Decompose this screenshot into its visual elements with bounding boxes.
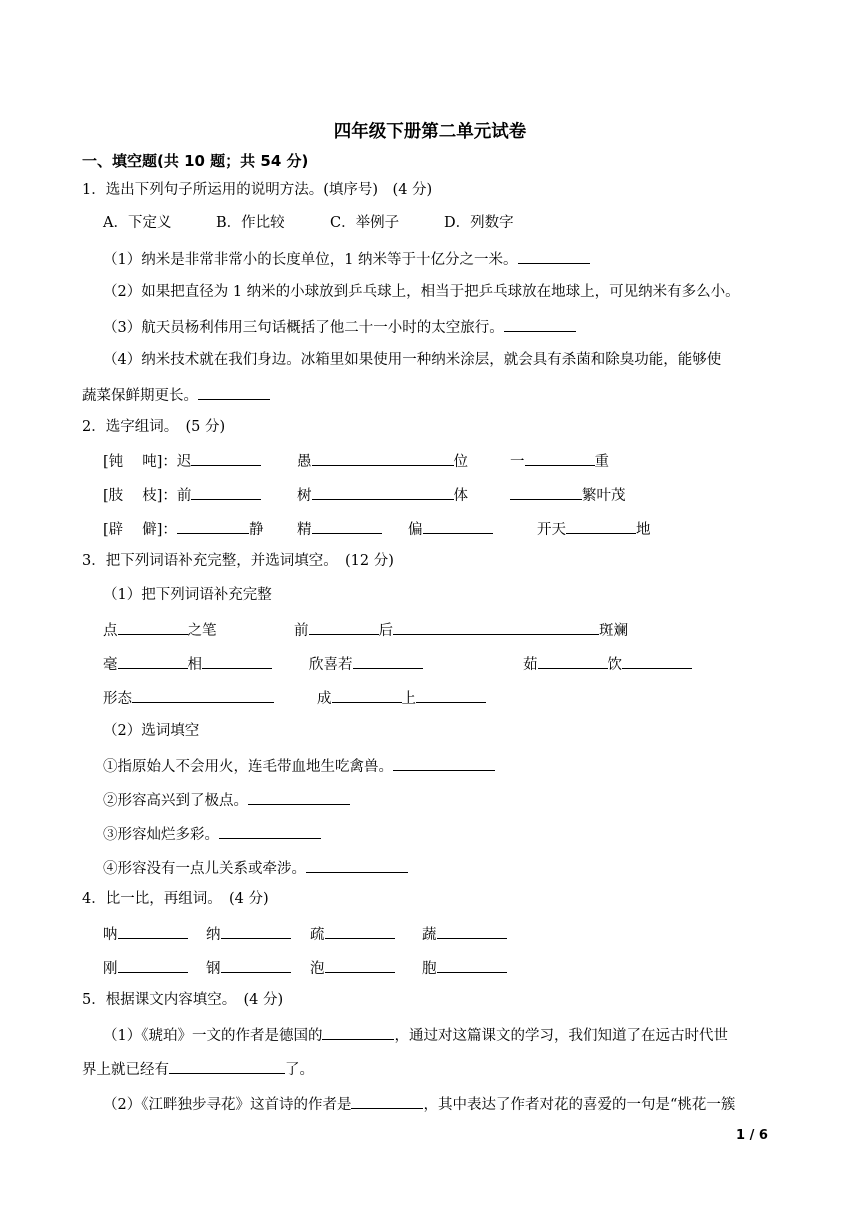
q3-item-1: ①指原始人不会用火，连毛带血地生吃禽兽。 xyxy=(103,755,495,777)
answer-blank[interactable] xyxy=(622,653,692,669)
answer-blank[interactable] xyxy=(118,619,188,635)
answer-blank[interactable] xyxy=(416,687,486,703)
answer-blank[interactable] xyxy=(202,653,272,669)
answer-blank[interactable] xyxy=(118,653,188,669)
q1-sentence-2: （2）如果把直径为 1 纳米的小球放到乒乓球上，相当于把乒乓球放在地球上，可见纳米有多么小。 xyxy=(103,284,740,300)
q5-sentence-1-cont: 界上就已经有 了。 xyxy=(82,1058,314,1080)
answer-blank[interactable] xyxy=(309,619,379,635)
answer-blank[interactable] xyxy=(169,1058,285,1074)
option-c: C．举例子 xyxy=(330,215,400,231)
option-d: D．列数字 xyxy=(444,215,514,231)
q3-item-3: ③形容灿烂多彩。 xyxy=(103,823,321,845)
answer-blank[interactable] xyxy=(351,1093,423,1109)
answer-blank[interactable] xyxy=(525,450,595,466)
answer-blank[interactable] xyxy=(221,923,291,939)
answer-blank[interactable] xyxy=(538,653,608,669)
answer-blank[interactable] xyxy=(198,384,270,400)
answer-blank[interactable] xyxy=(518,248,590,264)
answer-blank[interactable] xyxy=(423,518,493,534)
answer-blank[interactable] xyxy=(510,484,582,500)
answer-blank[interactable] xyxy=(566,518,636,534)
q4-stem: 4．比一比，再组词。 (4 分) xyxy=(82,891,269,907)
q1-sentence-4-cont: 蔬菜保鲜期更长。 xyxy=(82,384,270,406)
page-number: 1 / 6 xyxy=(736,1128,768,1143)
answer-blank[interactable] xyxy=(312,518,382,534)
q3-item-4: ④形容没有一点儿关系或牵涉。 xyxy=(103,857,408,879)
q3-part-2: （2）选词填空 xyxy=(103,723,200,739)
section-heading: 一、填空题(共 10 题；共 54 分) xyxy=(82,152,309,170)
answer-blank[interactable] xyxy=(312,450,454,466)
answer-blank[interactable] xyxy=(248,789,350,805)
q1-sentence-3: （3）航天员杨利伟用三句话概括了他二十一小时的太空旅行。 xyxy=(103,316,576,338)
answer-blank[interactable] xyxy=(219,823,321,839)
answer-blank[interactable] xyxy=(332,687,402,703)
answer-blank[interactable] xyxy=(118,923,188,939)
answer-blank[interactable] xyxy=(437,923,507,939)
q5-stem: 5．根据课文内容填空。 (4 分) xyxy=(82,992,284,1008)
q2-stem: 2．选字组词。 (5 分) xyxy=(82,419,226,435)
answer-blank[interactable] xyxy=(325,923,395,939)
answer-blank[interactable] xyxy=(322,1024,394,1040)
option-a: A．下定义 xyxy=(103,215,172,231)
answer-blank[interactable] xyxy=(132,687,274,703)
answer-blank[interactable] xyxy=(221,957,291,973)
q1-sentence-1: （1）纳米是非常非常小的长度单位，1 纳米等于十亿分之一米。 xyxy=(103,248,590,270)
answer-blank[interactable] xyxy=(393,755,495,771)
option-b: B．作比较 xyxy=(216,215,285,231)
q5-sentence-1: （1）《琥珀》一文的作者是德国的 ，通过对这篇课文的学习，我们知道了在远古时代世 xyxy=(103,1024,728,1046)
answer-blank[interactable] xyxy=(393,619,599,635)
q3-item-2: ②形容高兴到了极点。 xyxy=(103,789,350,811)
answer-blank[interactable] xyxy=(504,316,576,332)
page-title: 四年级下册第二单元试卷 xyxy=(333,122,527,142)
answer-blank[interactable] xyxy=(437,957,507,973)
q1-stem: 1．选出下列句子所运用的说明方法。(填序号) (4 分) xyxy=(82,182,433,198)
answer-blank[interactable] xyxy=(306,857,408,873)
document-page: 四年级下册第二单元试卷 一、填空题(共 10 题；共 54 分) 1．选出下列句子所运用的说明方法。(填序号) (4 分) A．下定义 B．作比较 C．举例子 D．列数字 （1）纳米是非常非常小的长度单位，1 纳米等于十亿分之一米。 （2）如果把直径为 1 纳米的小球放到乒乓球上，相当于把乒乓球放在地球上，可见纳米有多么小。 （3）航天员杨利伟用三句话概括了他二十一小时的太空旅行。 （4）纳米技术就在我们身边。冰箱里如果使用一种纳米涂层，就会具有杀菌和除臭功能，能够使 蔬菜保鲜期更长。 2．选字组词。 (5 分) [钝 吨]：迟 愚 位 一 重 [肢 枝]：前 树 体 繁叶茂 [辟 僻]： 静 精 偏 开天 地 3．把下列词语补充完整，并选词填空。 (12 分) （1）把下列词语补充完整 点 之笔 前 后 斑斓 毫 相 欣喜若 茹 饮 形态 成 上 （2）选词填空 ①指原始人不会用火，连毛带血地生吃禽兽。 ②形容高兴到了极点。 ③形容灿烂多彩。 ④形容没有一点儿关系或牵涉。 4．比一比，再组词。 (4 分) 呐 纳 疏 蔬 刚 钢 泡 胞 5．根据课文内容填空。 (4 分) （1）《琥珀》一文的作者是德国的 ，通过对这篇课文的学习，我们知道了在远古时代世 界上就已经有 了。 （2）《江畔独步寻花》这首诗的作者是 ，其中表达了作者对花的喜爱的一句是“桃花一簇 1 / 6 xyxy=(0,0,860,1216)
answer-blank[interactable] xyxy=(191,484,261,500)
answer-blank[interactable] xyxy=(325,957,395,973)
q1-sentence-4: （4）纳米技术就在我们身边。冰箱里如果使用一种纳米涂层，就会具有杀菌和除臭功能，能够使 xyxy=(103,352,722,368)
answer-blank[interactable] xyxy=(312,484,454,500)
answer-blank[interactable] xyxy=(353,653,423,669)
answer-blank[interactable] xyxy=(118,957,188,973)
q3-part-1: （1）把下列词语补充完整 xyxy=(103,587,272,603)
answer-blank[interactable] xyxy=(177,518,249,534)
answer-blank[interactable] xyxy=(191,450,261,466)
q3-stem: 3．把下列词语补充完整，并选词填空。 (12 分) xyxy=(82,553,394,569)
q5-sentence-2: （2）《江畔独步寻花》这首诗的作者是 ，其中表达了作者对花的喜爱的一句是“桃花一簇 xyxy=(103,1093,735,1115)
